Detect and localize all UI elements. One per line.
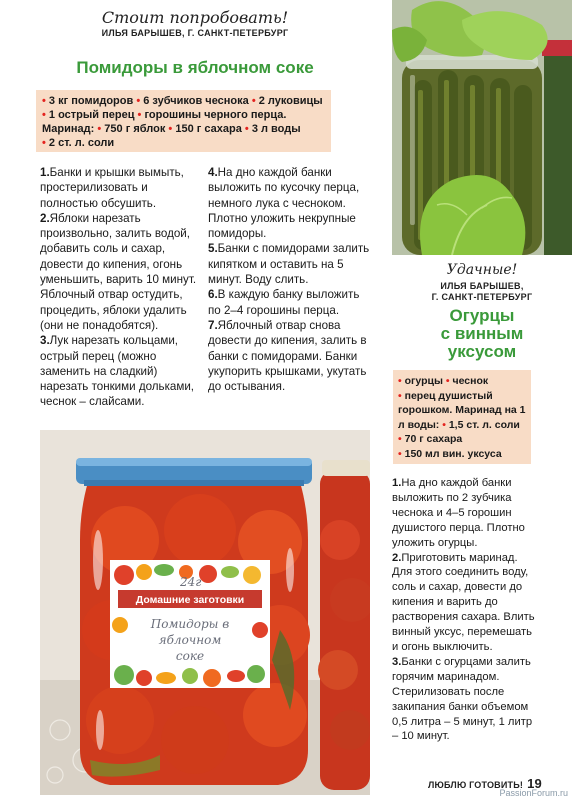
tomato-jar-illustration (40, 430, 370, 795)
ingredients-box-right: • огурцы • чеснок • перец душистый горошком. Маринад на 1 л воды: • 1,5 ст. л. соли • 70 г сахара • 150 мл вин. уксуса (393, 370, 531, 464)
ingredient: 3 л воды (251, 123, 301, 135)
marinade-label: Маринад: (42, 123, 95, 135)
step: 1.На дно каждой банки выложить по 2 зубчика чеснока и 4–5 горошин душистого перца. Плотно уложить огурцы. (392, 477, 525, 549)
step: 4.На дно каждой банки выложить по кусочку перца, немного лука с чесноком. Плотно уложить некрупные помидоры. (208, 166, 360, 241)
magazine-name: ЛЮБЛЮ ГОТОВИТЬ! (427, 780, 524, 790)
ingredient: 2 луковицы (258, 95, 323, 107)
jar-label-title: Домашние заготовки (135, 594, 245, 606)
recipe-author-right: ИЛЬЯ БАРЫШЕВ, Г. САНКТ-ПЕТЕРБУРГ (431, 281, 533, 302)
step: 3.Лук нарезать кольцами, острый перец (можно заменить на сладкий) нарезать тонкими дольками, чеснок – слайсами. (40, 334, 195, 409)
step: 6.В каждую банку выложить по 2–4 горошины перца. (208, 288, 360, 317)
steps-column-right (392, 476, 540, 744)
ingredients-line: • 3 кг помидоров • 6 зубчиков чеснока • 2 луковицы (42, 95, 323, 107)
ingredient: огурцы (404, 375, 443, 387)
ingredient: 150 мл вин. уксуса (404, 447, 502, 460)
steps-column-2 (208, 165, 373, 394)
ingredient: 750 г яблок (104, 123, 166, 135)
ingredient: перец душистый горошком. (398, 389, 493, 416)
ingredients-line: • 2 ст. л. соли (42, 137, 115, 149)
steps-column-1 (40, 165, 200, 410)
recipe-title-right: Огурцы с винным уксусом (440, 306, 524, 361)
ingredient: 2 ст. л. соли (48, 137, 115, 149)
ingredients-line: • 1 острый перец • горошины черного перца. (42, 109, 287, 121)
ingredient: чеснок (452, 375, 489, 387)
marinade-label: Маринад на 1 л воды: (398, 404, 526, 431)
ingredient: 6 зубчиков чеснока (143, 95, 249, 107)
section-kicker: Стоит попробовать! (101, 8, 289, 27)
ingredient: 3 кг помидоров (48, 95, 134, 107)
step: 1.Банки и крышки вымыть, простерилизовать и полностью обсушить. (40, 166, 184, 210)
cucumber-jar-photo (392, 0, 572, 255)
cucumber-jar-illustration (392, 0, 572, 255)
section-kicker-right: Удачные! (446, 262, 518, 278)
page-number: 19 (527, 776, 542, 791)
watermark: PassionForum.ru (499, 788, 568, 798)
jar-label-handwriting: яблочном (158, 633, 222, 647)
jar-label-handwriting: соке (175, 649, 205, 663)
step: 3.Банки с огурцами залить горячим маринадом. Стерилизовать после закипания банки объемом 0,5 литра – 5 минут, 1 литр – 10 минут. (392, 655, 533, 743)
ingredients-box (36, 90, 331, 152)
step: 7.Яблочный отвар снова довести до кипения, залить в банки с помидорами. Банки укупорить крышками, укутать до остывания. (208, 318, 367, 394)
ingredient: 150 г сахара (175, 123, 242, 135)
step: 5.Банки с помидорами залить кипятком и оставить на 5 минут. Воду слить. (208, 242, 370, 287)
ingredient: 1,5 ст. л. соли (448, 418, 520, 431)
tomato-jar-photo (40, 430, 370, 795)
recipe-title: Помидоры в яблочном соке (76, 58, 314, 77)
step: 2.Яблоки нарезать произвольно, залить водой, добавить соль и сахар, довести до кипения, огонь уменьшить, варить 10 минут. Яблочный отвар остудить, процедить, яблоки удалить (они не понадобятся). (40, 211, 197, 332)
step: 2.Приготовить маринад. Для этого соединить воду, соль и сахар, довести до кипения и варить до растворения сахара. Влить винный уксус, перемешать и огонь выключить. (392, 551, 535, 653)
ingredient: 1 острый перец (48, 109, 135, 121)
jar-label-handwriting: Помидоры в (150, 617, 230, 631)
ingredient: горошины черного перца. (144, 109, 287, 121)
jar-label-date: 24г (180, 575, 202, 589)
ingredient: 70 г сахара (404, 433, 463, 445)
recipe-author: ИЛЬЯ БАРЫШЕВ, Г. САНКТ-ПЕТЕРБУРГ (101, 28, 289, 38)
ingredients-line: Маринад: • 750 г яблок • 150 г сахара • 3 л воды (42, 123, 301, 135)
